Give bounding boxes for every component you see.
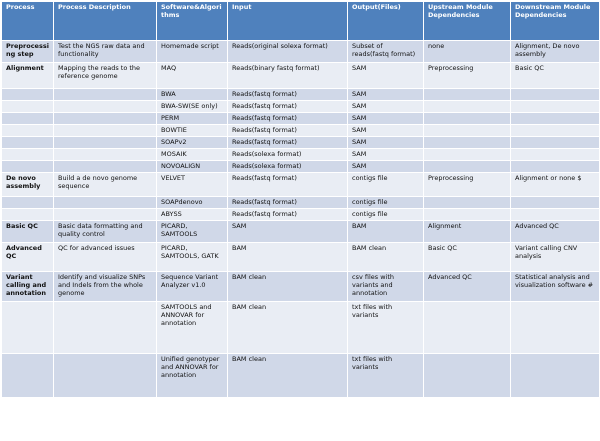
cell-process: Alignment: [2, 63, 54, 89]
cell-downstream: Variant calling CNV analysis: [511, 243, 600, 272]
table-row: [2, 113, 600, 125]
pipeline-table: [1, 1, 600, 398]
table-row: [2, 209, 600, 221]
cell-output: BAM: [348, 221, 424, 243]
cell-upstream: [424, 354, 511, 398]
cell-upstream: Advanced QC: [424, 272, 511, 302]
cell-downstream: Advanced QC: [511, 221, 600, 243]
cell-process: Preprocessing step: [2, 41, 54, 63]
header-process: Process: [2, 2, 54, 41]
cell-output: SAM: [348, 113, 424, 125]
cell-software: MAQ: [157, 63, 228, 89]
cell-downstream: [511, 302, 600, 354]
cell-input: Reads(binary fastq format): [228, 63, 348, 89]
cell-downstream: [511, 101, 600, 113]
cell-description: Identify and visualize SNPs and Indels from the whole genome: [54, 272, 157, 302]
cell-output: SAM: [348, 101, 424, 113]
cell-output: contigs file: [348, 173, 424, 197]
cell-upstream: [424, 137, 511, 149]
cell-downstream: [511, 161, 600, 173]
cell-process: [2, 302, 54, 354]
table-row: [2, 125, 600, 137]
cell-upstream: Preprocessing: [424, 63, 511, 89]
cell-input: Reads(fastq format): [228, 113, 348, 125]
cell-input: Reads(fastq format): [228, 125, 348, 137]
cell-output: Subset of reads(fastq format): [348, 41, 424, 63]
cell-output: SAM: [348, 63, 424, 89]
cell-description: Build a de novo genome sequence: [54, 173, 157, 197]
cell-output: csv files with variants and annotation: [348, 272, 424, 302]
cell-input: SAM: [228, 221, 348, 243]
cell-upstream: [424, 149, 511, 161]
cell-software: PICARD, SAMTOOLS: [157, 221, 228, 243]
table-body: [2, 41, 600, 398]
table-row: [2, 101, 600, 113]
cell-downstream: Alignment or none $: [511, 173, 600, 197]
cell-output: txt files with variants: [348, 302, 424, 354]
cell-upstream: [424, 101, 511, 113]
table-row: [2, 63, 600, 89]
header-input: Input: [228, 2, 348, 41]
cell-software: PICARD, SAMTOOLS, GATK: [157, 243, 228, 272]
cell-description: Basic data formatting and quality control: [54, 221, 157, 243]
cell-software: ABYSS: [157, 209, 228, 221]
cell-upstream: [424, 161, 511, 173]
cell-output: SAM: [348, 149, 424, 161]
cell-software: VELVET: [157, 173, 228, 197]
table-row: [2, 354, 600, 398]
cell-input: Reads(solexa format): [228, 149, 348, 161]
cell-downstream: [511, 149, 600, 161]
cell-upstream: none: [424, 41, 511, 63]
cell-description: [54, 209, 157, 221]
cell-upstream: [424, 302, 511, 354]
cell-process: [2, 209, 54, 221]
cell-input: BAM: [228, 243, 348, 272]
cell-process: Basic QC: [2, 221, 54, 243]
cell-upstream: [424, 209, 511, 221]
cell-upstream: [424, 89, 511, 101]
cell-input: Reads(fastq format): [228, 101, 348, 113]
cell-description: [54, 197, 157, 209]
cell-output: SAM: [348, 137, 424, 149]
cell-downstream: Alignment, De novo assembly: [511, 41, 600, 63]
cell-process: [2, 89, 54, 101]
cell-process: [2, 354, 54, 398]
header-software: Software&Algorithms: [157, 2, 228, 41]
cell-description: [54, 101, 157, 113]
cell-input: Reads(fastq format): [228, 89, 348, 101]
table-row: [2, 302, 600, 354]
cell-process: [2, 197, 54, 209]
table-row: [2, 161, 600, 173]
cell-input: Reads(fastq format): [228, 137, 348, 149]
header-description: Process Description: [54, 2, 157, 41]
cell-output: SAM: [348, 161, 424, 173]
header-upstream: Upstream Module Dependencies: [424, 2, 511, 41]
cell-upstream: Preprocessing: [424, 173, 511, 197]
cell-description: [54, 354, 157, 398]
cell-downstream: Statistical analysis and visualization software #: [511, 272, 600, 302]
table-row: [2, 89, 600, 101]
cell-output: contigs file: [348, 197, 424, 209]
cell-input: BAM clean: [228, 302, 348, 354]
cell-process: [2, 113, 54, 125]
cell-description: [54, 161, 157, 173]
cell-description: [54, 89, 157, 101]
cell-input: Reads(solexa format): [228, 161, 348, 173]
cell-software: Sequence Variant Analyzer v1.0: [157, 272, 228, 302]
cell-output: contigs file: [348, 209, 424, 221]
cell-software: SAMTOOLS and ANNOVAR for annotation: [157, 302, 228, 354]
cell-input: BAM clean: [228, 272, 348, 302]
cell-upstream: [424, 113, 511, 125]
cell-upstream: [424, 197, 511, 209]
cell-input: Reads(original solexa format): [228, 41, 348, 63]
header-downstream: Downstream Module Dependencies: [511, 2, 600, 41]
cell-upstream: Basic QC: [424, 243, 511, 272]
cell-input: Reads(fastq format): [228, 197, 348, 209]
cell-description: [54, 113, 157, 125]
cell-description: Test the NGS raw data and functionality: [54, 41, 157, 63]
cell-process: [2, 149, 54, 161]
cell-downstream: [511, 125, 600, 137]
cell-input: BAM clean: [228, 354, 348, 398]
cell-downstream: [511, 89, 600, 101]
cell-software: BWA: [157, 89, 228, 101]
cell-software: BWA-SW(SE only): [157, 101, 228, 113]
cell-downstream: [511, 354, 600, 398]
cell-downstream: [511, 113, 600, 125]
cell-process: [2, 101, 54, 113]
cell-software: PERM: [157, 113, 228, 125]
cell-software: BOWTIE: [157, 125, 228, 137]
cell-output: SAM: [348, 125, 424, 137]
cell-process: [2, 161, 54, 173]
header-row: [2, 2, 600, 41]
table-row: [2, 221, 600, 243]
table-row: [2, 173, 600, 197]
table-row: [2, 41, 600, 63]
cell-process: De novo assembly: [2, 173, 54, 197]
table-row: [2, 137, 600, 149]
header-output: Output(Files): [348, 2, 424, 41]
cell-input: Reads(fastq format): [228, 173, 348, 197]
cell-process: Advanced QC: [2, 243, 54, 272]
cell-software: NOVOALIGN: [157, 161, 228, 173]
cell-description: QC for advanced issues: [54, 243, 157, 272]
cell-downstream: [511, 197, 600, 209]
cell-output: txt files with variants: [348, 354, 424, 398]
cell-upstream: Alignment: [424, 221, 511, 243]
cell-process: [2, 137, 54, 149]
cell-description: [54, 137, 157, 149]
cell-input: Reads(fastq format): [228, 209, 348, 221]
cell-upstream: [424, 125, 511, 137]
cell-description: [54, 302, 157, 354]
cell-output: SAM: [348, 89, 424, 101]
cell-description: [54, 149, 157, 161]
cell-description: Mapping the reads to the reference genome: [54, 63, 157, 89]
cell-software: Unified genotyper and ANNOVAR for annotation: [157, 354, 228, 398]
pipeline-table-container: [1, 1, 599, 398]
table-row: [2, 149, 600, 161]
cell-output: BAM clean: [348, 243, 424, 272]
table-row: [2, 243, 600, 272]
table-row: [2, 272, 600, 302]
cell-downstream: [511, 137, 600, 149]
cell-software: SOAPdenovo: [157, 197, 228, 209]
cell-software: Homemade script: [157, 41, 228, 63]
cell-downstream: [511, 209, 600, 221]
table-row: [2, 197, 600, 209]
cell-process: [2, 125, 54, 137]
cell-software: MOSAIK: [157, 149, 228, 161]
cell-downstream: Basic QC: [511, 63, 600, 89]
cell-description: [54, 125, 157, 137]
cell-software: SOAPv2: [157, 137, 228, 149]
cell-process: Variant calling and annotation: [2, 272, 54, 302]
